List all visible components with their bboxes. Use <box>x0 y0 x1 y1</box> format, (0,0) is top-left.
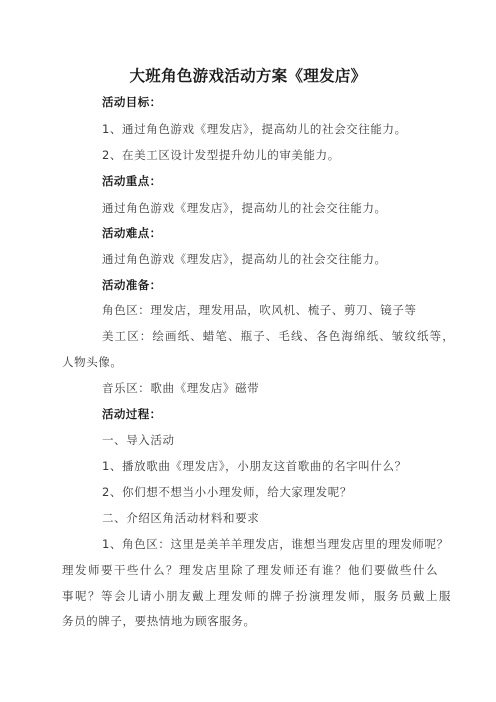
paragraph-line: 美工区：绘画纸、蜡笔、瓶子、毛线、各色海绵纸、皱纹纸等， <box>102 329 455 343</box>
paragraph-line: 1、通过角色游戏《理发店》，提高幼儿的社会交往能力。 <box>102 122 407 136</box>
document-title: 大班角色游戏活动方案《理发店》 <box>129 66 367 85</box>
heading-process: 活动过程： <box>102 407 162 421</box>
paragraph-line: 1、角色区：这里是美羊羊理发店，谁想当理发店里的理发师呢？ <box>102 537 449 551</box>
heading-difficulty: 活动难点： <box>102 226 162 240</box>
paragraph-line: 人物头像。 <box>62 355 123 369</box>
paragraph-line: 2、你们想不想当小小理发师，给大家理发呢？ <box>102 485 352 499</box>
paragraph-line: 二、介绍区角活动材料和要求 <box>102 511 260 525</box>
paragraph-line: 角色区：理发店，理发用品，吹风机、梳子、剪刀、镜子等 <box>102 303 417 317</box>
paragraph-line: 事呢？等会儿请小朋友戴上理发师的牌子扮演理发师，服务员戴上服 <box>62 589 452 603</box>
paragraph-line: 2、在美工区设计发型提升幼儿的审美能力。 <box>102 148 340 162</box>
paragraph-line: 务员的牌子，要热情地为顾客服务。 <box>62 614 256 628</box>
heading-goals: 活动目标： <box>102 95 162 109</box>
paragraph-line: 一、导入活动 <box>102 433 175 447</box>
paragraph-line: 音乐区：歌曲《理发店》磁带 <box>102 381 260 395</box>
heading-preparation: 活动准备： <box>102 278 162 292</box>
paragraph-line: 通过角色游戏《理发店》，提高幼儿的社会交往能力。 <box>102 252 387 266</box>
heading-focus: 活动重点： <box>102 174 162 188</box>
paragraph-line: 理发师要干些什么？理发店里除了理发师还有谁？他们要做些什么 <box>62 563 439 577</box>
paragraph-line: 通过角色游戏《理发店》，提高幼儿的社会交往能力。 <box>102 201 387 215</box>
paragraph-line: 1、播放歌曲《理发店》，小朋友这首歌曲的名字叫什么？ <box>102 459 407 473</box>
